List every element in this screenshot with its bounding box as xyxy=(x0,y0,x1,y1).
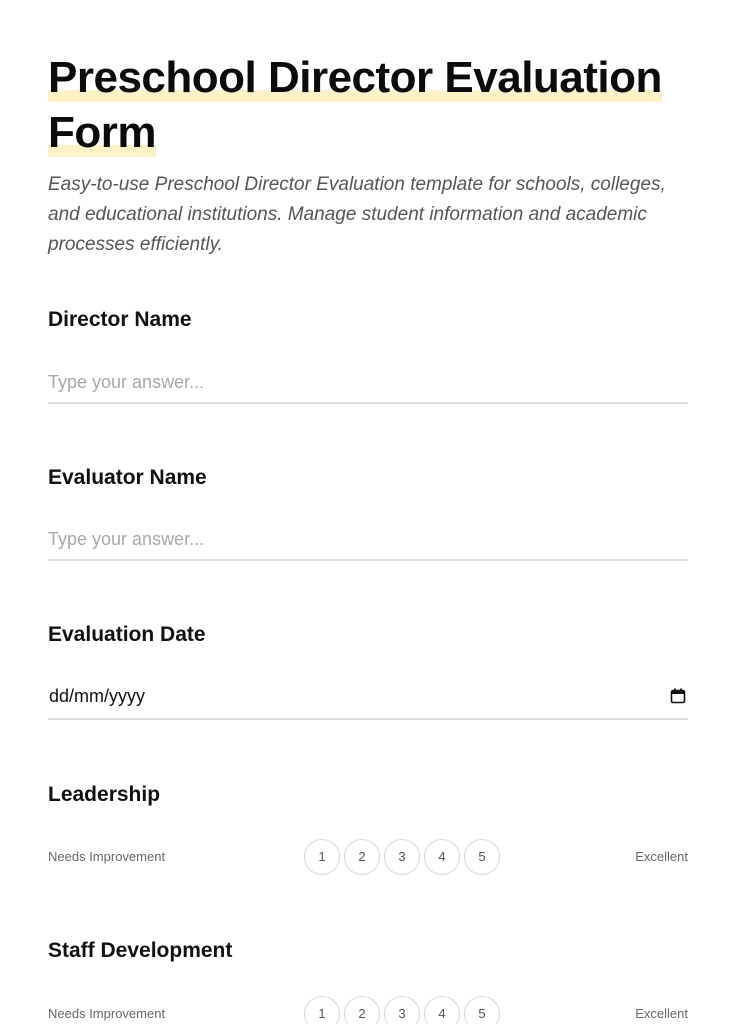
staff-development-high-label: Excellent xyxy=(635,1006,688,1021)
evaluator-name-label: Evaluator Name xyxy=(48,466,207,489)
question-staff-development xyxy=(48,938,688,1021)
staff-development-label: Staff Development xyxy=(48,939,233,962)
staff-development-rating-4[interactable]: 4 xyxy=(424,996,460,1024)
staff-development-rating-2[interactable]: 2 xyxy=(344,996,380,1024)
leadership-rating-4[interactable]: 4 xyxy=(424,839,460,875)
form-description: Easy-to-use Preschool Director Evaluation template for schools, colleges, and educational institutions. Manage student information and academic processes efficiently. xyxy=(48,174,666,255)
page-title-text: Preschool Director Evaluation Form xyxy=(48,53,662,157)
calendar-icon[interactable] xyxy=(670,688,686,704)
question-evaluator-name xyxy=(48,465,688,491)
evaluation-date-placeholder: dd/mm/yyyy xyxy=(49,686,146,706)
form-container xyxy=(48,0,688,1021)
evaluation-date-input[interactable] xyxy=(48,678,688,720)
question-evaluation-date xyxy=(48,622,688,706)
staff-development-low-label: Needs Improvement xyxy=(48,1006,166,1021)
question-director-name xyxy=(48,307,688,333)
evaluator-name-input[interactable] xyxy=(48,519,688,561)
leadership-low-label: Needs Improvement xyxy=(48,849,166,864)
leadership-rating-3[interactable]: 3 xyxy=(384,839,420,875)
staff-development-rating-5[interactable]: 5 xyxy=(464,996,500,1024)
question-leadership xyxy=(48,782,688,864)
page-title xyxy=(48,0,688,160)
director-name-label: Director Name xyxy=(48,308,192,331)
staff-development-rating-1[interactable]: 1 xyxy=(304,996,340,1024)
evaluation-date-label: Evaluation Date xyxy=(48,623,206,646)
leadership-rating-5[interactable]: 5 xyxy=(464,839,500,875)
staff-development-rating-3[interactable]: 3 xyxy=(384,996,420,1024)
leadership-label: Leadership xyxy=(48,783,161,806)
staff-development-rating xyxy=(48,996,688,1024)
leadership-rating-2[interactable]: 2 xyxy=(344,839,380,875)
leadership-rating xyxy=(48,839,688,875)
director-name-input[interactable] xyxy=(48,362,688,404)
leadership-rating-1[interactable]: 1 xyxy=(304,839,340,875)
leadership-high-label: Excellent xyxy=(635,849,688,864)
